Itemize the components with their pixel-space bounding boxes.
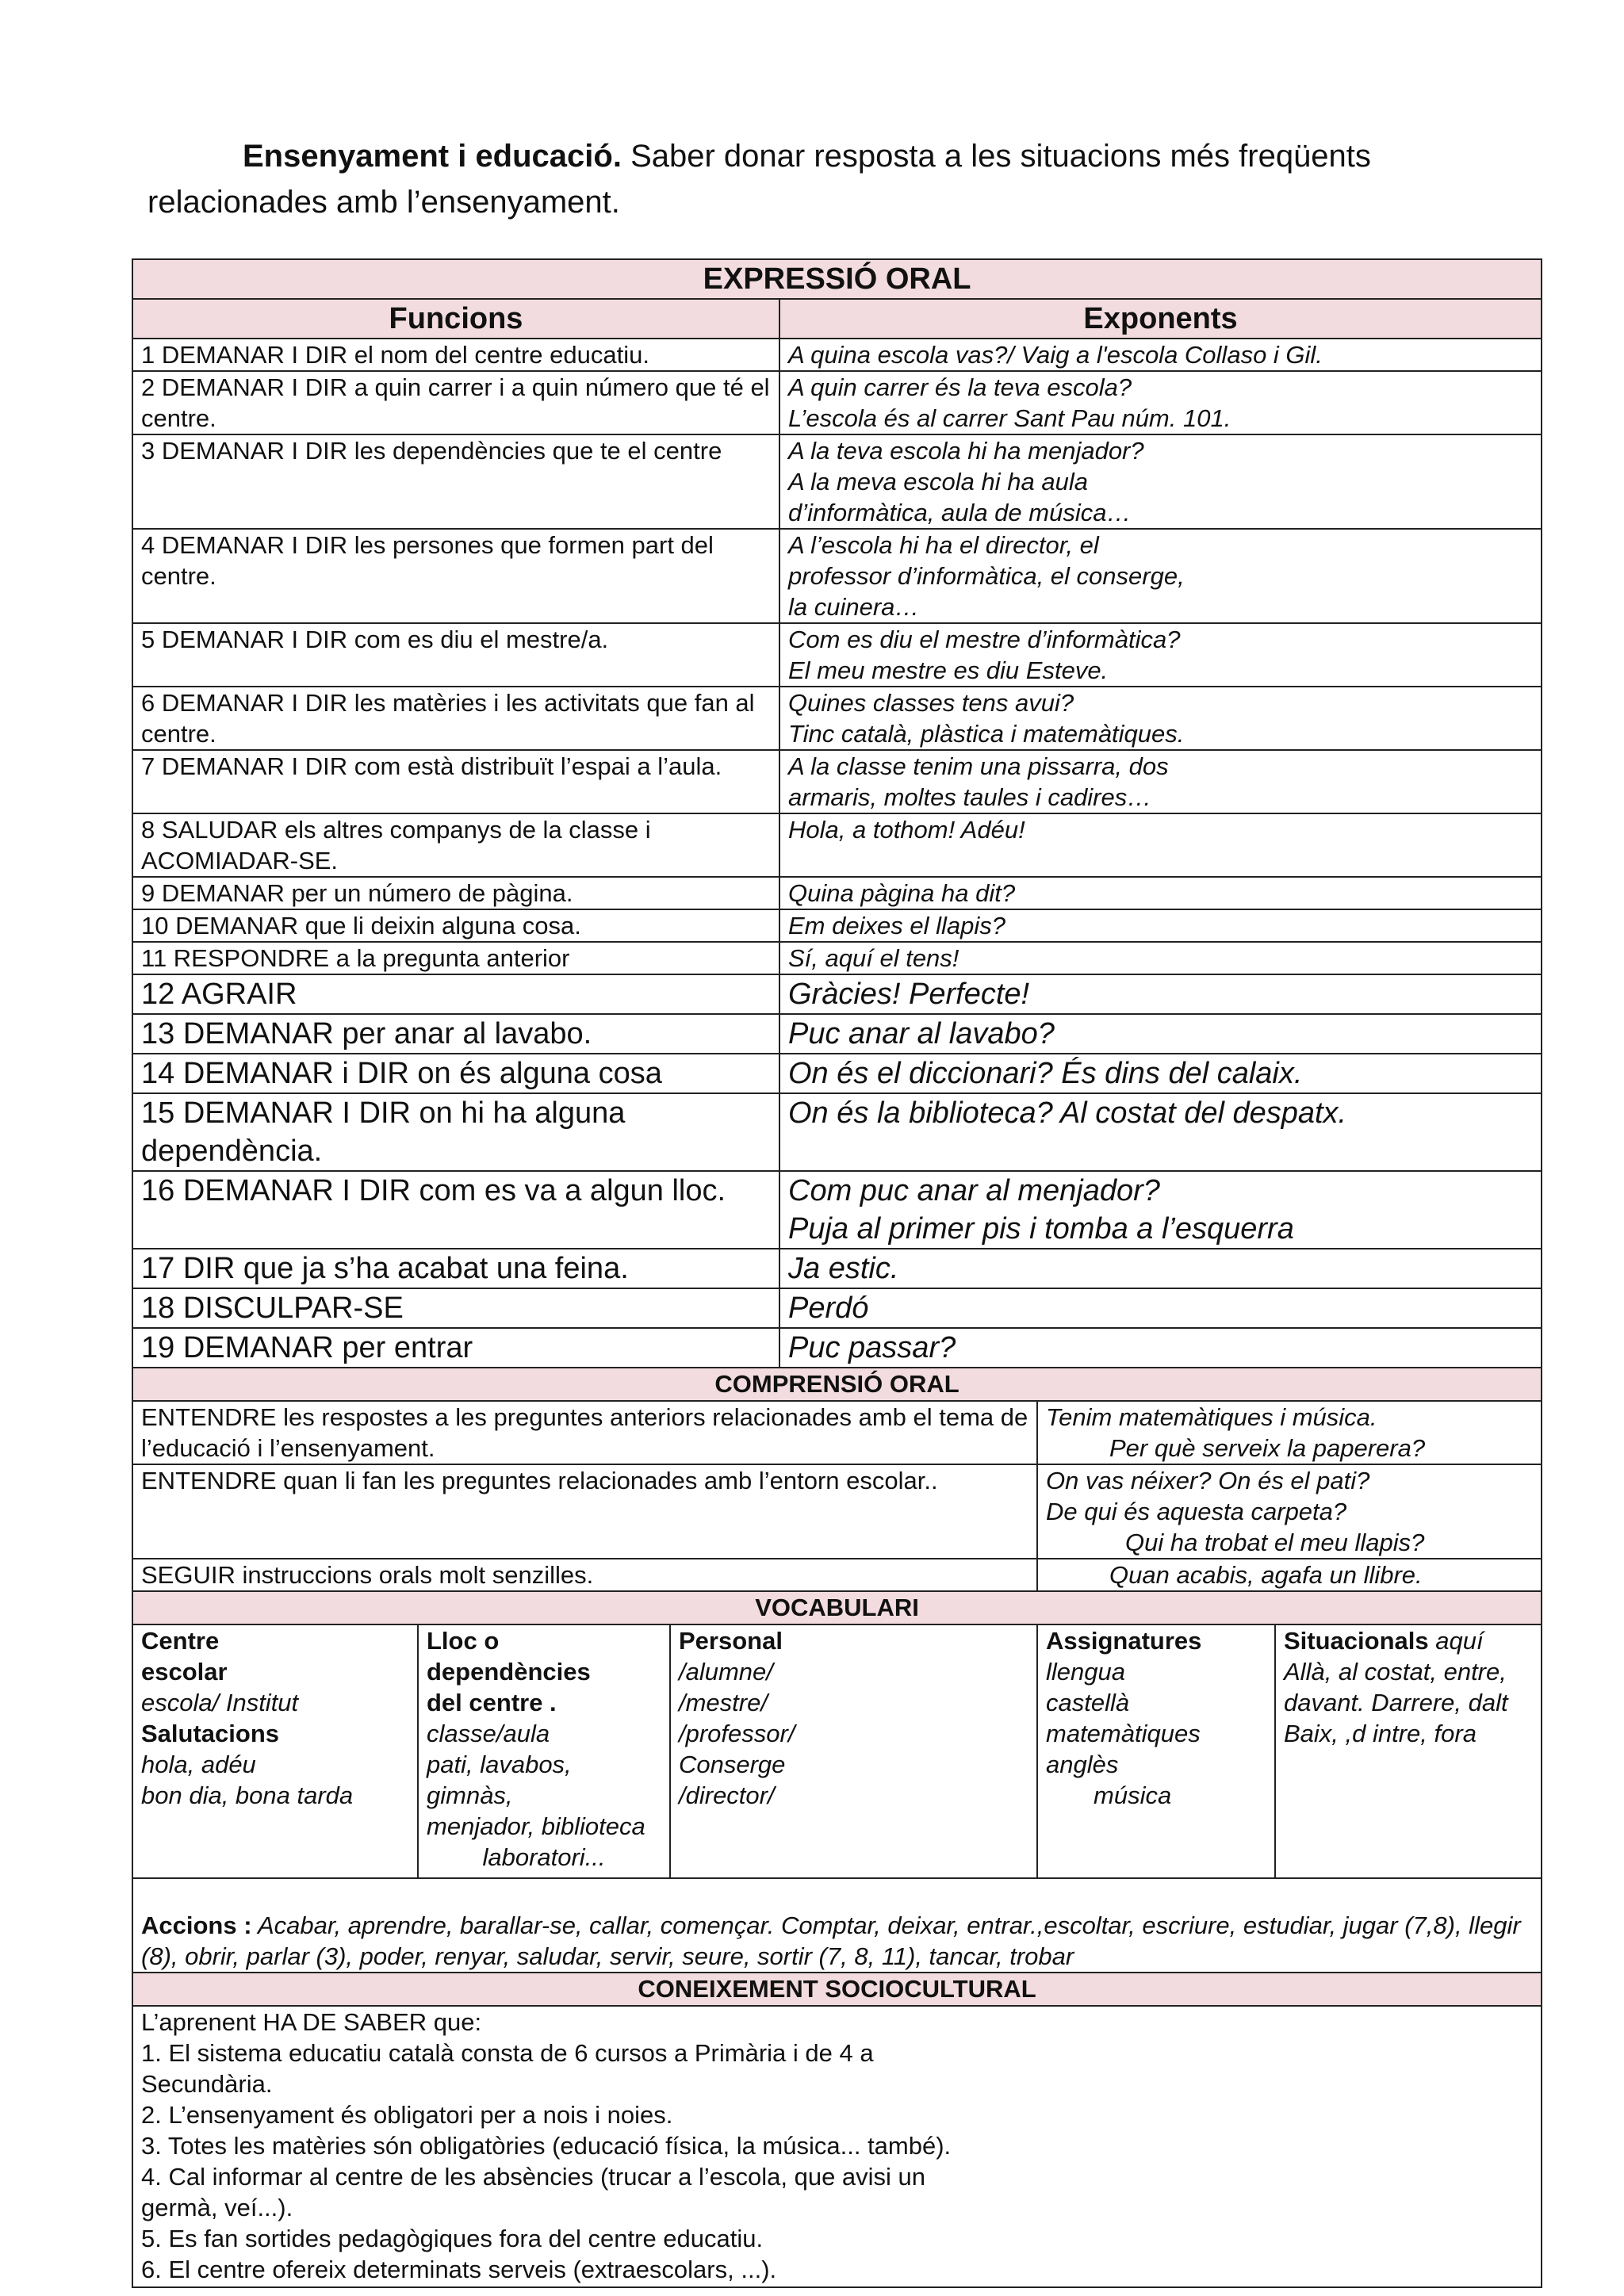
vocab-text: /director/ [679,1781,775,1809]
funcio-cell: 11 RESPONDRE a la pregunta anterior [132,942,779,974]
vocab-text: llengua [1046,1658,1125,1686]
socio-line: Secundària. [141,2070,273,2098]
text-line: Quines classes tens avui? [788,689,1074,717]
text-line: Puja al primer pis i tomba a l’esquerra [788,1212,1294,1246]
table-row [132,909,1542,942]
table-row [132,750,1542,813]
section-vocabulari: VOCABULARI [132,1591,1542,1624]
funcio-cell: 14 DEMANAR i DIR on és alguna cosa [132,1054,779,1093]
exponent-cell [779,813,1542,877]
vocab-text: classe/aula [427,1720,550,1747]
vocab-text: escolar [141,1658,228,1686]
comprensio-exponent [1037,1401,1542,1464]
funcio-cell: 10 DEMANAR que li deixin alguna cosa. [132,909,779,942]
funcio-cell: 12 AGRAIR [132,974,779,1014]
table-row [132,529,1542,623]
socio-line: 4. Cal informar al centre de les absències (trucar a l’escola, que avisi un [141,2163,926,2191]
vocab-text: Acabar, aprendre, barallar-se, callar, començar. Comptar, deixar, entrar.,escoltar, escriure, estudiar, jugar (7,8), llegir (8), obrir, parlar (3), poder, renyar, saludar, servir, seure, sortir (7, 8, 11), tancar, trobar [141,1911,1521,1970]
text-line: Em deixes el llapis? [788,912,1005,939]
text-line: Quan acabis, agafa un llibre. [1109,1561,1423,1589]
text-line: la cuinera… [788,593,920,621]
text-line: El meu mestre es diu Esteve. [788,656,1109,684]
exponent-cell [779,909,1542,942]
text-line: Perdó [788,1292,869,1325]
curriculum-table [132,258,1542,2288]
exponent-cell [779,687,1542,750]
funcio-cell: 3 DEMANAR I DIR les dependències que te el centre [132,434,779,529]
socio-cell [132,2006,1542,2287]
socio-line: 2. L’ensenyament és obligatori per a nois i noies. [141,2101,673,2129]
text-line: On vas néixer? On és el pati? [1046,1467,1370,1494]
text-line: professor d’informàtica, el conserge, [788,562,1185,590]
table-row [132,434,1542,529]
table-row [132,1054,1542,1093]
section-expressio-oral: EXPRESSIÓ ORAL [132,259,1542,299]
vocab-text: davant. Darrere, dalt [1284,1689,1508,1716]
vocab-line [1284,1625,1533,1656]
exponent-cell [779,339,1542,371]
vocab-text: castellà [1046,1689,1130,1716]
text-line: Com es diu el mestre d’informàtica? [788,626,1181,653]
funcio-cell: 18 DISCULPAR-SE [132,1288,779,1328]
exponent-cell [779,434,1542,529]
accions-row [132,1878,1542,1973]
exponent-cell [779,1328,1542,1368]
funcio-cell: 6 DEMANAR I DIR les matèries i les activitats que fan al centre. [132,687,779,750]
vocab-text: escola/ Institut [141,1689,299,1716]
vocab-text: Personal [679,1627,783,1655]
text-line: A l’escola hi ha el director, el [788,531,1099,559]
funcio-cell: 17 DIR que ja s’ha acabat una feina. [132,1249,779,1288]
text-line: Sí, aquí el tens! [788,944,959,972]
funcio-cell: 15 DEMANAR I DIR on hi ha alguna dependència. [132,1093,779,1171]
socio-line: 1. El sistema educatiu català consta de 6 cursos a Primària i de 4 a [141,2039,874,2067]
socio-row [132,2006,1542,2287]
text-line: d’informàtica, aula de música… [788,499,1132,526]
vocab-text: Centre [141,1627,220,1655]
vocab-text: Lloc o dependències [427,1627,591,1686]
funcio-cell: 7 DEMANAR I DIR com està distribuït l’espai a l’aula. [132,750,779,813]
vocab-text: Conserge [679,1751,786,1778]
section-coneixement-sociocultural: CONEIXEMENT SOCIOCULTURAL [132,1973,1542,2006]
funcio-cell: 19 DEMANAR per entrar [132,1328,779,1368]
text-line: Puc passar? [788,1331,956,1364]
section-row [132,1591,1542,1624]
text-line: Per què serveix la paperera? [1109,1434,1426,1462]
exponent-cell [779,1054,1542,1093]
exponent-cell [779,1288,1542,1328]
comprensio-funcio: ENTENDRE les respostes a les preguntes anteriors relacionades amb el tema de l’educació i l’ensenyament. [132,1401,1037,1464]
table-row [132,974,1542,1014]
exponent-cell [779,623,1542,687]
vocab-centre-escolar [132,1624,418,1878]
intro-text: Saber donar resposta a les situacions més freqüents relacionades amb l’ensenyament. [147,139,1371,220]
text-line: Gràcies! Perfecte! [788,978,1030,1011]
text-line: On és la biblioteca? Al costat del despatx. [788,1096,1347,1130]
table-row [132,877,1542,909]
accions-cell [132,1878,1542,1973]
text-line: A quina escola vas?/ Vaig a l'escola Collaso i Gil. [788,341,1323,369]
col-exponents: Exponents [779,299,1542,339]
table-row [132,942,1542,974]
exponent-cell [779,877,1542,909]
text-line: A quin carrer és la teva escola? [788,373,1132,401]
vocab-text: /mestre/ [679,1689,768,1716]
vocab-personal [670,1624,1037,1878]
comprensio-funcio: ENTENDRE quan li fan les preguntes relacionades amb l’entorn escolar.. [132,1464,1037,1559]
vocab-situacionals [1275,1624,1542,1878]
text-line: Com puc anar al menjador? [788,1174,1160,1207]
text-line: A la teva escola hi ha menjador? [788,437,1144,465]
vocab-text: Assignatures [1046,1627,1202,1655]
table-row [132,687,1542,750]
vocab-text: anglès [1046,1751,1119,1778]
vocab-text: pati, lavabos, gimnàs, [427,1751,572,1809]
exponent-cell [779,974,1542,1014]
vocab-text: música [1094,1781,1172,1809]
table-row [132,1249,1542,1288]
vocab-text: aquí [1428,1627,1484,1655]
table-row [132,1288,1542,1328]
comprensio-exponent [1037,1559,1542,1591]
exponent-cell [779,942,1542,974]
vocab-text: Accions : [141,1911,252,1939]
vocab-dependencies [418,1624,670,1878]
vocab-text: matemàtiques [1046,1720,1201,1747]
vocab-text: Salutacions [141,1720,279,1747]
section-comprensio-oral: COMPRENSIÓ ORAL [132,1368,1542,1401]
vocab-text: laboratori... [482,1843,606,1871]
exponent-cell [779,371,1542,434]
funcio-cell: 8 SALUDAR els altres companys de la classe i ACOMIADAR-SE. [132,813,779,877]
funcio-cell: 9 DEMANAR per un número de pàgina. [132,877,779,909]
exponent-cell [779,1014,1542,1054]
table-row [132,623,1542,687]
exponent-cell [779,1171,1542,1249]
intro-title: Ensenyament i educació. [243,139,622,174]
vocab-assignatures [1037,1624,1275,1878]
vocab-text: hola, adéu [141,1751,256,1778]
text-line: Quina pàgina ha dit? [788,879,1016,907]
text-line: Ja estic. [788,1252,899,1285]
intro [147,133,1496,225]
text-line: Hola, a tothom! Adéu! [788,816,1025,844]
vocab-text: Situacionals [1284,1627,1429,1655]
exponent-cell [779,1093,1542,1171]
table-row [132,1014,1542,1054]
section-row [132,1973,1542,2006]
vocab-text: /professor/ [679,1720,795,1747]
vocab-text: bon dia, bona tarda [141,1781,354,1809]
vocab-text: Allà, al costat, entre, [1284,1658,1507,1686]
text-line: Tenim matemàtiques i música. [1046,1403,1377,1431]
text-line: A la classe tenim una pissarra, dos [788,752,1169,780]
vocab-text: menjador, biblioteca [427,1812,645,1840]
socio-line: germà, veí...). [141,2194,293,2221]
text-line: Tinc català, plàstica i matemàtiques. [788,720,1185,748]
text-line: De qui és aquesta carpeta? [1046,1498,1347,1525]
funcio-cell: 1 DEMANAR I DIR el nom del centre educatiu. [132,339,779,371]
socio-line: 6. El centre ofereix determinats serveis (extraescolars, ...). [141,2256,777,2283]
socio-line: 3. Totes les matèries són obligatòries (educació física, la música... també). [141,2132,952,2160]
table-row [132,1093,1542,1171]
text-line: L’escola és al carrer Sant Pau núm. 101. [788,404,1231,432]
funcio-cell: 4 DEMANAR I DIR les persones que formen part del centre. [132,529,779,623]
table-row [132,1171,1542,1249]
vocab-line [427,1687,661,1749]
funcio-cell: 5 DEMANAR I DIR com es diu el mestre/a. [132,623,779,687]
comprensio-funcio: SEGUIR instruccions orals molt senzilles. [132,1559,1037,1591]
table-row [132,1559,1542,1591]
funcio-cell: 16 DEMANAR I DIR com es va a algun lloc. [132,1171,779,1249]
table-row [132,339,1542,371]
section-row [132,1368,1542,1401]
table-row [132,1328,1542,1368]
vocab-text: del centre . [427,1689,557,1716]
table-row [132,1401,1542,1464]
exponent-cell [779,1249,1542,1288]
table-row [132,1464,1542,1559]
socio-line: 5. Es fan sortides pedagògiques fora del centre educatiu. [141,2225,764,2252]
comprensio-exponent [1037,1464,1542,1559]
exponent-cell [779,529,1542,623]
socio-line: L’aprenent HA DE SABER que: [141,2008,482,2036]
table-row [132,813,1542,877]
text-line: Puc anar al lavabo? [788,1017,1055,1050]
funcio-cell: 13 DEMANAR per anar al lavabo. [132,1014,779,1054]
text-line: armaris, moltes taules i cadires… [788,783,1152,811]
vocab-text: /alumne/ [679,1658,773,1686]
funcio-cell: 2 DEMANAR I DIR a quin carrer i a quin número que té el centre. [132,371,779,434]
col-funcions: Funcions [132,299,779,339]
vocab-row [132,1624,1542,1878]
text-line: A la meva escola hi ha aula [788,468,1088,496]
vocab-text: Baix, ,d intre, fora [1284,1720,1477,1747]
exponent-cell [779,750,1542,813]
text-line: Qui ha trobat el meu llapis? [1125,1529,1425,1556]
table-row [132,371,1542,434]
text-line: On és el diccionari? És dins del calaix. [788,1057,1303,1090]
